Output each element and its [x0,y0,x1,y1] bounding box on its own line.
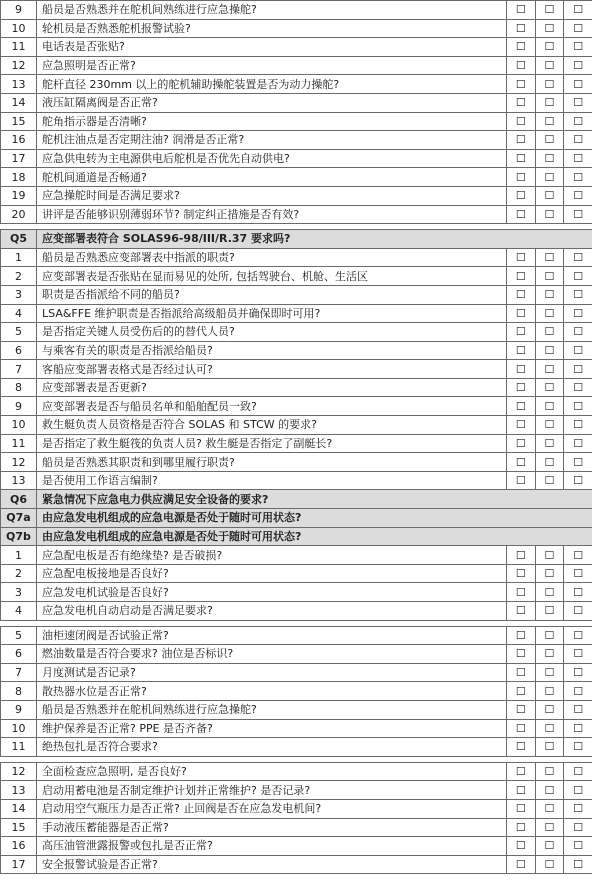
checklist-row [1,799,592,818]
checklist-row [1,112,592,131]
checkbox-no[interactable]: ☐ [535,781,564,800]
checkbox-no[interactable]: ☐ [535,248,564,267]
checkbox-na[interactable]: ☐ [564,719,592,738]
checkbox-yes[interactable]: ☐ [507,583,536,602]
item-question: 应急配电板是否有绝缘垫? 是否破损? [37,546,507,565]
checklist-row [1,168,592,187]
item-number: 6 [1,645,37,664]
checklist-row [1,75,592,94]
checkbox-yes[interactable]: ☐ [507,837,536,856]
checklist-row [1,93,592,112]
item-number: 2 [1,564,37,583]
checkbox-no[interactable]: ☐ [535,564,564,583]
checkbox-na[interactable]: ☐ [564,323,592,342]
checkbox-no[interactable]: ☐ [535,762,564,781]
checkbox-na[interactable]: ☐ [564,19,592,38]
item-question: 舵杆直径 230mm 以上的舵机辅助操舵装置是否为动力操舵? [37,75,507,94]
checklist-row [1,149,592,168]
checklist-row [1,323,592,342]
item-question: 应急发电机自动启动是否满足要求? [37,602,507,621]
item-number: 19 [1,186,37,205]
section-header-row [1,527,592,546]
section-title: 由应急发电机组成的应急电源是否处于随时可用状态? [37,527,592,546]
checkbox-no[interactable]: ☐ [535,719,564,738]
item-number: 1 [1,248,37,267]
item-number: 13 [1,781,37,800]
checkbox-na[interactable]: ☐ [564,38,592,57]
checklist-row [1,38,592,57]
item-question: 油柜速闭阀是否试验正常? [37,626,507,645]
checkbox-yes[interactable]: ☐ [507,682,536,701]
section-number: Q7b [1,527,37,546]
checkbox-no[interactable]: ☐ [535,626,564,645]
checkbox-no[interactable]: ☐ [535,738,564,757]
item-question: 是否指定了救生艇筏的负责人员? 救生艇是否指定了副艇长? [37,434,507,453]
item-question: 散热器水位是否正常? [37,682,507,701]
checkbox-na[interactable]: ☐ [564,205,592,224]
item-question: 应急操舵时间是否满足要求? [37,186,507,205]
checklist-row [1,341,592,360]
item-number: 12 [1,453,37,472]
section-number: Q7a [1,509,37,528]
checkbox-no[interactable]: ☐ [535,682,564,701]
checkbox-no[interactable]: ☐ [535,267,564,286]
checkbox-no[interactable]: ☐ [535,818,564,837]
checkbox-no[interactable]: ☐ [535,1,564,20]
checkbox-no[interactable]: ☐ [535,149,564,168]
item-question: LSA&FFE 维护职责是否指派给高级船员并确保即时可用? [37,304,507,323]
checklist-row [1,626,592,645]
checkbox-na[interactable]: ☐ [564,149,592,168]
checklist-body [1,1,592,874]
checkbox-na[interactable]: ☐ [564,799,592,818]
checklist-row [1,205,592,224]
checkbox-no[interactable]: ☐ [535,645,564,664]
section-header-row [1,490,592,509]
item-number: 13 [1,471,37,490]
checkbox-yes[interactable]: ☐ [507,285,536,304]
checklist-row [1,397,592,416]
checklist-row [1,719,592,738]
item-number: 13 [1,75,37,94]
checkbox-no[interactable]: ☐ [535,304,564,323]
item-number: 18 [1,168,37,187]
item-number: 4 [1,304,37,323]
checkbox-yes[interactable]: ☐ [507,855,536,874]
checkbox-na[interactable]: ☐ [564,248,592,267]
checkbox-na[interactable]: ☐ [564,626,592,645]
checkbox-na[interactable]: ☐ [564,837,592,856]
checkbox-na[interactable]: ☐ [564,378,592,397]
checkbox-no[interactable]: ☐ [535,56,564,75]
checkbox-na[interactable]: ☐ [564,267,592,286]
item-number: 7 [1,663,37,682]
item-number: 15 [1,112,37,131]
checkbox-na[interactable]: ☐ [564,738,592,757]
item-question: 燃油数量是否符合要求? 油位是否标识? [37,645,507,664]
checkbox-no[interactable]: ☐ [535,602,564,621]
checkbox-no[interactable]: ☐ [535,38,564,57]
checkbox-no[interactable]: ☐ [535,700,564,719]
checkbox-no[interactable]: ☐ [535,453,564,472]
checklist-row [1,738,592,757]
checkbox-yes[interactable]: ☐ [507,602,536,621]
checkbox-no[interactable]: ☐ [535,285,564,304]
item-question: 职责是否指派给不同的船员? [37,285,507,304]
checkbox-no[interactable]: ☐ [535,93,564,112]
section-header-row [1,230,592,249]
item-number: 11 [1,38,37,57]
checkbox-yes[interactable]: ☐ [507,645,536,664]
checklist-row [1,663,592,682]
checkbox-na[interactable]: ☐ [564,75,592,94]
item-question: 应变部署表是否更新? [37,378,507,397]
checkbox-na[interactable]: ☐ [564,818,592,837]
checkbox-yes[interactable]: ☐ [507,168,536,187]
checkbox-yes[interactable]: ☐ [507,112,536,131]
checkbox-na[interactable]: ☐ [564,93,592,112]
item-question: 启动用蓄电池是否制定维护计划并正常维护? 是否记录? [37,781,507,800]
item-question: 救生艇负责人员资格是否符合 SOLAS 和 STCW 的要求? [37,416,507,435]
item-question: 舵机间通道是否畅通? [37,168,507,187]
checkbox-yes[interactable]: ☐ [507,564,536,583]
checkbox-no[interactable]: ☐ [535,799,564,818]
checklist-row [1,471,592,490]
checkbox-yes[interactable]: ☐ [507,453,536,472]
checkbox-yes[interactable]: ☐ [507,360,536,379]
checkbox-na[interactable]: ☐ [564,416,592,435]
checklist-row [1,19,592,38]
item-question: 是否指定关键人员受伤后的的替代人员? [37,323,507,342]
item-question: 舵机注油点是否定期注油? 润滑是否正常? [37,131,507,150]
item-question: 手动液压蓄能器是否正常? [37,818,507,837]
item-question: 全面检查应急照明, 是否良好? [37,762,507,781]
checkbox-na[interactable]: ☐ [564,682,592,701]
item-number: 4 [1,602,37,621]
item-question: 液压缸隔离阀是否正常? [37,93,507,112]
checklist-row [1,583,592,602]
item-number: 9 [1,700,37,719]
item-number: 9 [1,1,37,20]
checkbox-no[interactable]: ☐ [535,837,564,856]
checkbox-na[interactable]: ☐ [564,602,592,621]
item-question: 船员是否熟悉应变部署表中指派的职责? [37,248,507,267]
checklist-row [1,855,592,874]
item-question: 月度测试是否记录? [37,663,507,682]
checkbox-yes[interactable]: ☐ [507,341,536,360]
checkbox-yes[interactable]: ☐ [507,799,536,818]
checklist-row [1,546,592,565]
item-number: 15 [1,818,37,837]
checkbox-na[interactable]: ☐ [564,341,592,360]
checkbox-yes[interactable]: ☐ [507,38,536,57]
checkbox-yes[interactable]: ☐ [507,75,536,94]
section-title: 由应急发电机组成的应急电源是否处于随时可用状态? [37,509,592,528]
checkbox-no[interactable]: ☐ [535,186,564,205]
item-number: 10 [1,19,37,38]
checkbox-no[interactable]: ☐ [535,131,564,150]
checkbox-na[interactable]: ☐ [564,453,592,472]
checkbox-no[interactable]: ☐ [535,397,564,416]
section-number: Q6 [1,490,37,509]
checklist-row [1,248,592,267]
item-question: 电话表是否张贴? [37,38,507,57]
item-question: 客船应变部署表格式是否经过认可? [37,360,507,379]
item-number: 1 [1,546,37,565]
checkbox-yes[interactable]: ☐ [507,378,536,397]
checkbox-na[interactable]: ☐ [564,762,592,781]
item-question: 安全报警试验是否正常? [37,855,507,874]
checkbox-yes[interactable]: ☐ [507,19,536,38]
checkbox-na[interactable]: ☐ [564,131,592,150]
item-number: 8 [1,378,37,397]
checklist-row [1,378,592,397]
item-number: 7 [1,360,37,379]
checkbox-yes[interactable]: ☐ [507,267,536,286]
section-title: 应变部署表符合 SOLAS96-98/III/R.37 要求吗? [37,230,592,249]
checkbox-na[interactable]: ☐ [564,434,592,453]
checkbox-no[interactable]: ☐ [535,416,564,435]
checklist-row [1,416,592,435]
checkbox-no[interactable]: ☐ [535,378,564,397]
checkbox-na[interactable]: ☐ [564,645,592,664]
item-question: 应急配电板接地是否良好? [37,564,507,583]
checklist-row [1,602,592,621]
item-question: 与乘客有关的职责是否指派给船员? [37,341,507,360]
checkbox-na[interactable]: ☐ [564,360,592,379]
checkbox-yes[interactable]: ☐ [507,762,536,781]
checkbox-na[interactable]: ☐ [564,700,592,719]
checklist-row [1,762,592,781]
checkbox-yes[interactable]: ☐ [507,248,536,267]
checklist-row [1,56,592,75]
item-question: 讲评是否能够识别薄弱环节? 制定纠正措施是否有效? [37,205,507,224]
item-number: 12 [1,56,37,75]
checkbox-na[interactable]: ☐ [564,583,592,602]
item-question: 船员是否熟悉并在舵机间熟练进行应急操舵? [37,700,507,719]
section-number: Q5 [1,230,37,249]
item-question: 应急发电机试验是否良好? [37,583,507,602]
checkbox-no[interactable]: ☐ [535,323,564,342]
checklist-row [1,682,592,701]
checklist-row [1,700,592,719]
item-number: 2 [1,267,37,286]
item-question: 船员是否熟悉并在舵机间熟练进行应急操舵? [37,1,507,20]
checkbox-yes[interactable]: ☐ [507,700,536,719]
checkbox-na[interactable]: ☐ [564,546,592,565]
checkbox-yes[interactable]: ☐ [507,131,536,150]
checkbox-yes[interactable]: ☐ [507,416,536,435]
checkbox-na[interactable]: ☐ [564,397,592,416]
checklist-row [1,434,592,453]
checkbox-yes[interactable]: ☐ [507,205,536,224]
checkbox-no[interactable]: ☐ [535,663,564,682]
checkbox-yes[interactable]: ☐ [507,781,536,800]
section-header-row [1,509,592,528]
checkbox-no[interactable]: ☐ [535,19,564,38]
checklist-row [1,186,592,205]
checkbox-no[interactable]: ☐ [535,168,564,187]
checkbox-yes[interactable]: ☐ [507,397,536,416]
item-question: 维护保养是否正常? PPE 是否齐备? [37,719,507,738]
item-number: 17 [1,149,37,168]
checkbox-yes[interactable]: ☐ [507,663,536,682]
item-number: 12 [1,762,37,781]
item-number: 17 [1,855,37,874]
checklist-row [1,781,592,800]
checklist-row [1,453,592,472]
item-question: 应变部署表是否与船员名单和船舶配员一致? [37,397,507,416]
checkbox-no[interactable]: ☐ [535,583,564,602]
item-number: 20 [1,205,37,224]
item-question: 应变部署表是否张贴在显而易见的处所, 包括驾驶台、机舱、生活区 [37,267,507,286]
item-number: 5 [1,626,37,645]
item-number: 10 [1,719,37,738]
checklist-row [1,645,592,664]
checkbox-no[interactable]: ☐ [535,434,564,453]
checkbox-na[interactable]: ☐ [564,304,592,323]
checkbox-yes[interactable]: ☐ [507,149,536,168]
checkbox-no[interactable]: ☐ [535,75,564,94]
checkbox-yes[interactable]: ☐ [507,304,536,323]
item-number: 14 [1,799,37,818]
checklist-row [1,131,592,150]
item-number: 6 [1,341,37,360]
checkbox-yes[interactable]: ☐ [507,434,536,453]
item-number: 9 [1,397,37,416]
checkbox-na[interactable]: ☐ [564,168,592,187]
checkbox-na[interactable]: ☐ [564,112,592,131]
checkbox-no[interactable]: ☐ [535,205,564,224]
checkbox-yes[interactable]: ☐ [507,719,536,738]
checkbox-no[interactable]: ☐ [535,360,564,379]
item-question: 舵角指示器是否清晰? [37,112,507,131]
item-number: 10 [1,416,37,435]
checkbox-yes[interactable]: ☐ [507,738,536,757]
checkbox-na[interactable]: ☐ [564,1,592,20]
checklist-row [1,1,592,20]
item-number: 11 [1,434,37,453]
checkbox-na[interactable]: ☐ [564,564,592,583]
item-question: 应急供电转为主电源供电后舵机是否优先自动供电? [37,149,507,168]
checkbox-no[interactable]: ☐ [535,112,564,131]
checkbox-na[interactable]: ☐ [564,186,592,205]
item-question: 是否使用工作语言编制? [37,471,507,490]
checkbox-na[interactable]: ☐ [564,471,592,490]
item-number: 16 [1,131,37,150]
item-question: 高压油管泄露报警或包扎是否正常? [37,837,507,856]
checklist-row [1,304,592,323]
item-question: 应急照明是否正常? [37,56,507,75]
checkbox-yes[interactable]: ☐ [507,471,536,490]
checklist-row [1,837,592,856]
checkbox-yes[interactable]: ☐ [507,186,536,205]
checklist-row [1,818,592,837]
checklist-row [1,360,592,379]
item-question: 绝热包扎是否符合要求? [37,738,507,757]
checkbox-na[interactable]: ☐ [564,285,592,304]
item-number: 5 [1,323,37,342]
checkbox-no[interactable]: ☐ [535,471,564,490]
checkbox-yes[interactable]: ☐ [507,93,536,112]
item-number: 11 [1,738,37,757]
checkbox-yes[interactable]: ☐ [507,56,536,75]
checkbox-yes[interactable]: ☐ [507,323,536,342]
checkbox-na[interactable]: ☐ [564,56,592,75]
checkbox-na[interactable]: ☐ [564,663,592,682]
item-number: 3 [1,285,37,304]
checklist-row [1,564,592,583]
checkbox-yes[interactable]: ☐ [507,546,536,565]
item-question: 启动用空气瓶压力是否正常? 止回阀是否在应急发电机间? [37,799,507,818]
checkbox-yes[interactable]: ☐ [507,1,536,20]
checkbox-no[interactable]: ☐ [535,855,564,874]
checkbox-yes[interactable]: ☐ [507,626,536,645]
item-number: 8 [1,682,37,701]
checkbox-no[interactable]: ☐ [535,546,564,565]
checklist-row [1,267,592,286]
item-question: 船员是否熟悉其职责和到哪里履行职责? [37,453,507,472]
item-number: 3 [1,583,37,602]
checkbox-na[interactable]: ☐ [564,855,592,874]
checklist-row [1,285,592,304]
checkbox-yes[interactable]: ☐ [507,818,536,837]
checkbox-na[interactable]: ☐ [564,781,592,800]
item-number: 16 [1,837,37,856]
item-question: 轮机员是否熟悉舵机报警试验? [37,19,507,38]
section-title: 紧急情况下应急电力供应满足安全设备的要求? [37,490,592,509]
checkbox-no[interactable]: ☐ [535,341,564,360]
item-number: 14 [1,93,37,112]
